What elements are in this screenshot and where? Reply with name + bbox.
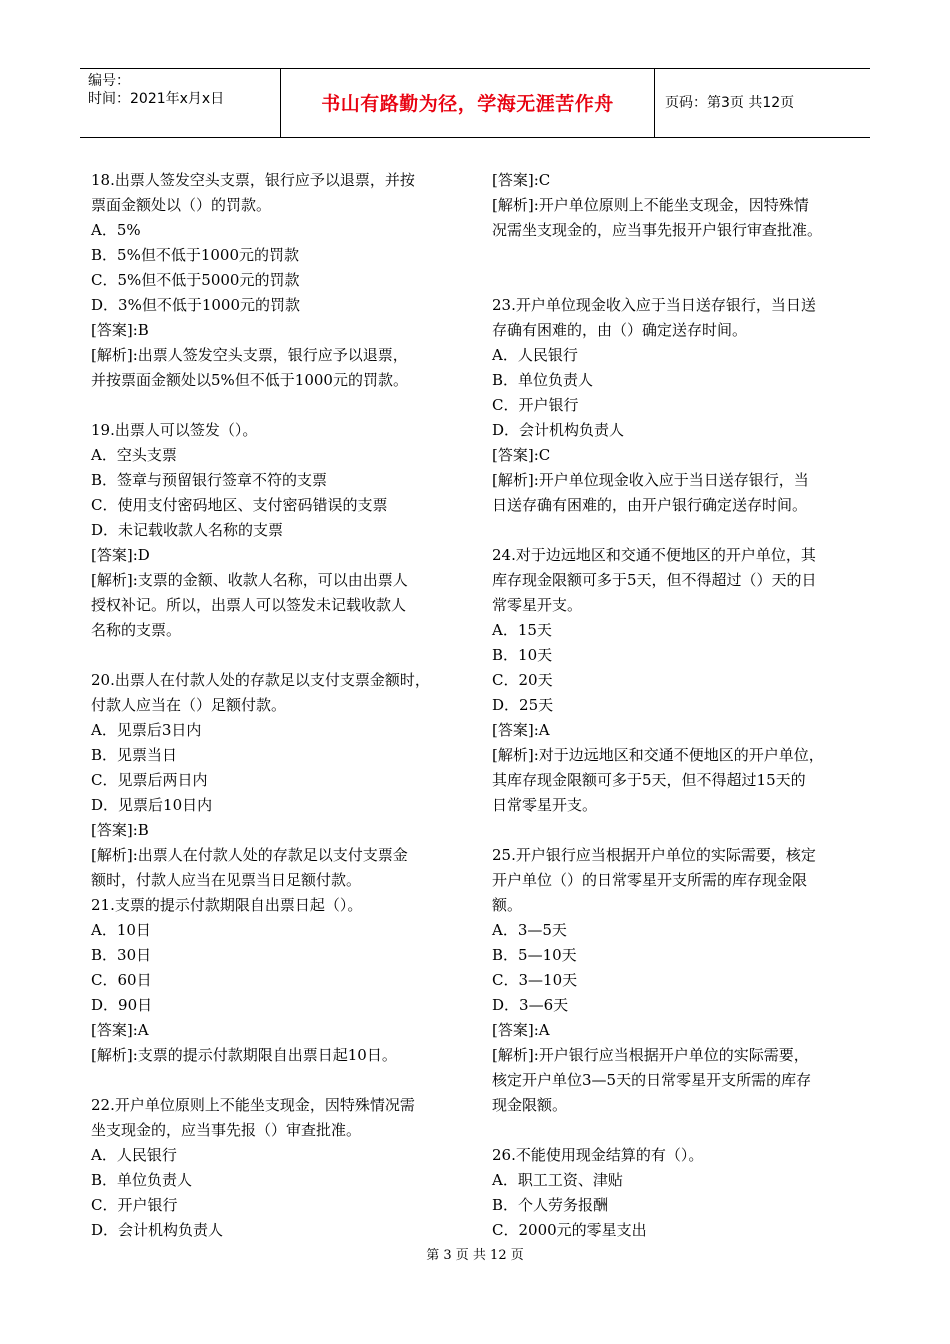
option-c: C．见票后两日内 — [91, 771, 208, 789]
question-stem: 坐支现金的，应当事先报（）审查批准。 — [91, 1121, 362, 1139]
analysis: [解析]:开户银行应当根据开户单位的实际需要， — [492, 1046, 809, 1064]
option-a: A．10日 — [91, 921, 151, 939]
option-b: B．签章与预留银行签章不符的支票 — [91, 471, 328, 489]
analysis: 授权补记。所以，出票人可以签发未记载收款人 — [91, 596, 407, 614]
question-stem: 23.开户单位现金收入应于当日送存银行，当日送 — [492, 296, 816, 314]
question-stem: 21.支票的提示付款期限自出票日起（）。 — [91, 896, 363, 914]
option-d: D．见票后10日内 — [91, 796, 213, 814]
option-a: A．3—5天 — [492, 921, 567, 939]
option-c: C．20天 — [492, 671, 553, 689]
question-25 — [492, 843, 870, 1118]
analysis: 其库存现金限额可多于5天，但不得超过15天的 — [492, 771, 806, 789]
question-stem: 库存现金限额可多于5天，但不得超过（）天的日 — [492, 571, 817, 589]
question-stem: 额。 — [492, 896, 523, 914]
analysis: 额时，付款人应当在见票当日足额付款。 — [91, 871, 362, 889]
analysis: 现金限额。 — [492, 1096, 568, 1114]
option-a: A．15天 — [492, 621, 552, 639]
header-page-number: 页码：第3页 共12页 — [665, 95, 795, 111]
option-b: B．10天 — [492, 646, 553, 664]
question-stem: 票面金额处以（）的罚款。 — [91, 196, 272, 214]
analysis: 核定开户单位3—5天的日常零星开支所需的库存 — [492, 1071, 812, 1089]
question-stem: 24.对于边远地区和交通不便地区的开户单位，其 — [492, 546, 816, 564]
answer: [答案]:C — [492, 446, 551, 464]
option-c: C．60日 — [91, 971, 152, 989]
question-stem: 25.开户银行应当根据开户单位的实际需要，核定 — [492, 846, 816, 864]
question-22-continued — [492, 168, 870, 243]
question-stem: 22.开户单位原则上不能坐支现金，因特殊情况需 — [91, 1096, 415, 1114]
option-a: A．人民银行 — [492, 346, 578, 364]
analysis: 况需坐支现金的，应当事先报开户银行审查批准。 — [492, 221, 823, 239]
analysis: 日送存确有困难的，由开户银行确定送存时间。 — [492, 496, 808, 514]
question-stem: 26.不能使用现金结算的有（）。 — [492, 1146, 704, 1164]
option-c: C．3—10天 — [492, 971, 578, 989]
analysis: 日常零星开支。 — [492, 796, 598, 814]
question-stem: 20.出票人在付款人处的存款足以支付支票金额时， — [91, 671, 430, 689]
analysis: [解析]:支票的提示付款期限自出票日起10日。 — [91, 1046, 397, 1064]
question-20 — [91, 668, 469, 893]
option-a: A．见票后3日内 — [91, 721, 202, 739]
page-header — [80, 68, 870, 138]
answer: [答案]:D — [91, 546, 150, 564]
header-motto: 书山有路勤为径，学海无涯苦作舟 — [321, 93, 614, 115]
option-a: A．职工工资、津贴 — [492, 1171, 623, 1189]
option-b: B．见票当日 — [91, 746, 178, 764]
option-c: C．开户银行 — [91, 1196, 178, 1214]
question-stem: 开户单位（）的日常零星开支所需的库存现金限 — [492, 871, 808, 889]
option-c: C．使用支付密码地区、支付密码错误的支票 — [91, 496, 388, 514]
answer: [答案]:A — [492, 1021, 550, 1039]
question-18 — [91, 168, 469, 393]
option-d: D．3%但不低于1000元的罚款 — [91, 296, 300, 314]
question-22 — [91, 1093, 469, 1243]
question-stem: 存确有困难的，由（）确定送存时间。 — [492, 321, 748, 339]
option-d: D．25天 — [492, 696, 554, 714]
option-c: C．2000元的零星支出 — [492, 1221, 647, 1239]
question-stem: 18.出票人签发空头支票，银行应予以退票，并按 — [91, 171, 415, 189]
analysis: [解析]:出票人在付款人处的存款足以支付支票金 — [91, 846, 408, 864]
option-c: C．5%但不低于5000元的罚款 — [91, 271, 300, 289]
analysis: 名称的支票。 — [91, 621, 182, 639]
analysis: [解析]:开户单位原则上不能坐支现金，因特殊情 — [492, 196, 809, 214]
option-a: A．5% — [91, 221, 141, 239]
option-b: B．单位负责人 — [492, 371, 594, 389]
option-d: D．90日 — [91, 996, 153, 1014]
option-b: B．个人劳务报酬 — [492, 1196, 609, 1214]
option-b: B．5—10天 — [492, 946, 577, 964]
header-page-cell — [655, 69, 870, 137]
document-number-label: 编号： — [88, 73, 130, 89]
document-date-label: 时间：2021年x月x日 — [88, 91, 225, 107]
header-motto-cell — [281, 69, 655, 137]
right-column — [492, 168, 870, 1243]
option-d: D．未记载收款人名称的支票 — [91, 521, 284, 539]
question-stem: 常零星开支。 — [492, 596, 583, 614]
header-meta-cell — [80, 69, 281, 137]
analysis: [解析]:支票的金额、收款人名称，可以由出票人 — [91, 571, 408, 589]
option-d: D．会计机构负责人 — [91, 1221, 224, 1239]
question-26 — [492, 1143, 870, 1243]
option-c: C．开户银行 — [492, 396, 579, 414]
question-19 — [91, 418, 469, 643]
answer: [答案]:A — [91, 1021, 149, 1039]
answer: [答案]:B — [91, 321, 149, 339]
answer: [答案]:A — [492, 721, 550, 739]
analysis: [解析]:出票人签发空头支票，银行应予以退票， — [91, 346, 408, 364]
option-d: D．3—6天 — [492, 996, 569, 1014]
answer: [答案]:C — [492, 171, 551, 189]
left-column — [91, 168, 469, 1243]
option-b: B．5%但不低于1000元的罚款 — [91, 246, 299, 264]
option-a: A．空头支票 — [91, 446, 177, 464]
question-stem: 付款人应当在（）足额付款。 — [91, 696, 287, 714]
page-footer: 第 3 页 共 12 页 — [426, 1248, 524, 1263]
question-21 — [91, 893, 469, 1068]
analysis: 并按票面金额处以5%但不低于1000元的罚款。 — [91, 371, 408, 389]
question-24 — [492, 543, 870, 818]
question-stem: 19.出票人可以签发（）。 — [91, 421, 258, 439]
option-d: D．会计机构负责人 — [492, 421, 625, 439]
question-23 — [492, 293, 870, 518]
analysis: [解析]:开户单位现金收入应于当日送存银行，当 — [492, 471, 809, 489]
option-b: B．单位负责人 — [91, 1171, 193, 1189]
answer: [答案]:B — [91, 821, 149, 839]
option-a: A．人民银行 — [91, 1146, 177, 1164]
analysis: [解析]:对于边远地区和交通不便地区的开户单位， — [492, 746, 824, 764]
option-b: B．30日 — [91, 946, 152, 964]
